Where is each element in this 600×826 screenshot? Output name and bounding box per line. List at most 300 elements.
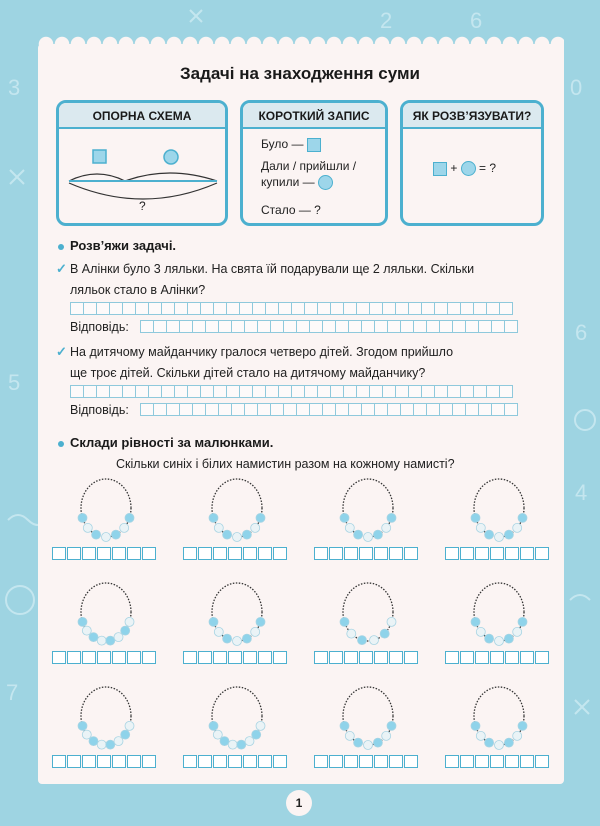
grid-cell[interactable] (252, 302, 266, 315)
necklace-answer-cells[interactable] (52, 651, 157, 664)
grid-cell[interactable] (343, 302, 357, 315)
answer-cell[interactable] (404, 755, 418, 768)
grid-cell[interactable] (374, 403, 388, 416)
scheme-question: ? (139, 199, 146, 213)
answer-cell[interactable] (535, 755, 549, 768)
bead (364, 741, 373, 750)
grid-cell[interactable] (356, 385, 370, 398)
answer-cell[interactable] (228, 755, 242, 768)
answer-cell[interactable] (243, 547, 257, 560)
answer-cell[interactable] (142, 755, 156, 768)
grid-cell[interactable] (408, 385, 422, 398)
necklace-picture (465, 474, 535, 546)
grid-cell[interactable] (192, 320, 206, 333)
grid-cell[interactable] (413, 403, 427, 416)
grid-cell[interactable] (70, 385, 84, 398)
svg-text:7: 7 (6, 680, 19, 705)
section-2-subtitle: Скільки синіх і білих намистин разом на кожному намисті? (116, 457, 455, 471)
answer-cell[interactable] (329, 547, 343, 560)
grid-cell[interactable] (465, 320, 479, 333)
bead (209, 617, 218, 626)
bead (78, 617, 87, 626)
section-2-title: Склади рівності за малюнками. (70, 435, 274, 450)
grid-cell[interactable] (382, 385, 396, 398)
grid-cell[interactable] (387, 320, 401, 333)
answer-cell[interactable] (82, 547, 96, 560)
answer-cell[interactable] (213, 755, 227, 768)
grid-cell[interactable] (226, 302, 240, 315)
bead (125, 513, 134, 522)
grid-cell[interactable] (491, 403, 505, 416)
grid-cell[interactable] (244, 320, 258, 333)
answer-cell[interactable] (82, 651, 96, 664)
answer-cell[interactable] (183, 651, 197, 664)
bead (347, 629, 356, 638)
necklace-picture (72, 578, 142, 650)
answer-cell[interactable] (52, 651, 66, 664)
grid-cell[interactable] (140, 403, 154, 416)
grid-cell[interactable] (153, 403, 167, 416)
grid-cell[interactable] (96, 385, 110, 398)
bead (476, 627, 485, 636)
grid-cell[interactable] (161, 385, 175, 398)
grid-cell[interactable] (231, 320, 245, 333)
grid-cell[interactable] (447, 302, 461, 315)
grid-cell[interactable] (369, 302, 383, 315)
grid-cell[interactable] (499, 385, 513, 398)
answer-cell[interactable] (82, 755, 96, 768)
grid-cell[interactable] (465, 403, 479, 416)
grid-cell[interactable] (317, 302, 331, 315)
answer-cell[interactable] (258, 547, 272, 560)
answer-cell[interactable] (67, 755, 81, 768)
necklace-picture (72, 474, 142, 546)
page-number: 1 (286, 790, 312, 816)
answer-cell[interactable] (359, 547, 373, 560)
bead (485, 634, 494, 643)
answer-cell[interactable] (460, 755, 474, 768)
grid-cell[interactable] (304, 385, 318, 398)
grid-cell[interactable] (309, 403, 323, 416)
answer-cell[interactable] (475, 651, 489, 664)
short-note-line-3: Стало — ? (261, 203, 321, 217)
bead (387, 721, 396, 730)
grid-cell[interactable] (335, 320, 349, 333)
answer-cell[interactable] (198, 755, 212, 768)
answer-cell[interactable] (112, 755, 126, 768)
bead (345, 523, 354, 532)
answer-cell[interactable] (183, 547, 197, 560)
grid-cell[interactable] (257, 320, 271, 333)
grid-cell[interactable] (343, 385, 357, 398)
bead (120, 523, 129, 532)
svg-text:6: 6 (470, 8, 483, 33)
grid-cell[interactable] (374, 320, 388, 333)
bead (233, 533, 242, 542)
grid-cell[interactable] (278, 302, 292, 315)
bead (387, 617, 396, 626)
grid-cell[interactable] (265, 385, 279, 398)
grid-cell[interactable] (478, 403, 492, 416)
grid-cell[interactable] (291, 302, 305, 315)
how-to-solve-formula: + = ? (433, 161, 496, 176)
necklace-answer-cells[interactable] (183, 651, 288, 664)
answer-cell[interactable] (445, 547, 459, 560)
bead (214, 627, 223, 636)
grid-cell[interactable] (278, 385, 292, 398)
grid-cell[interactable] (382, 302, 396, 315)
answer-cell[interactable] (67, 651, 81, 664)
task-2-answer-grid[interactable] (140, 403, 517, 416)
task-2-answer-label: Відповідь: (70, 403, 129, 417)
bead (471, 617, 480, 626)
grid-cell[interactable] (179, 320, 193, 333)
answer-cell[interactable] (505, 651, 519, 664)
grid-cell[interactable] (499, 302, 513, 315)
answer-cell[interactable] (490, 755, 504, 768)
answer-cell[interactable] (213, 651, 227, 664)
bead (256, 721, 265, 730)
bead (340, 513, 349, 522)
grid-cell[interactable] (395, 302, 409, 315)
answer-cell[interactable] (52, 547, 66, 560)
grid-cell[interactable] (213, 302, 227, 315)
bead (214, 523, 223, 532)
answer-cell[interactable] (389, 755, 403, 768)
bead (518, 721, 527, 730)
answer-cell[interactable] (142, 651, 156, 664)
grid-cell[interactable] (135, 302, 149, 315)
answer-cell[interactable] (52, 755, 66, 768)
answer-cell[interactable] (273, 755, 287, 768)
grid-cell[interactable] (174, 302, 188, 315)
bead (251, 523, 260, 532)
answer-cell[interactable] (198, 651, 212, 664)
scheme-box (56, 100, 228, 226)
bead (354, 530, 363, 539)
bead (223, 530, 232, 539)
bead (387, 513, 396, 522)
task-1-work-grid[interactable] (70, 302, 512, 315)
necklace-answer-cells[interactable] (445, 547, 550, 560)
grid-cell[interactable] (348, 320, 362, 333)
grid-cell[interactable] (218, 403, 232, 416)
necklace-picture (203, 682, 273, 754)
answer-cell[interactable] (142, 547, 156, 560)
short-note-box-title: КОРОТКИЙ ЗАПИС (243, 103, 385, 129)
necklace-answer-cells[interactable] (445, 651, 550, 664)
grid-cell[interactable] (205, 403, 219, 416)
answer-cell[interactable] (97, 547, 111, 560)
grid-cell[interactable] (257, 403, 271, 416)
grid-cell[interactable] (148, 302, 162, 315)
grid-cell[interactable] (434, 385, 448, 398)
grid-cell[interactable] (291, 385, 305, 398)
grid-cell[interactable] (296, 320, 310, 333)
bead (97, 740, 106, 749)
bead (340, 721, 349, 730)
bead (251, 627, 260, 636)
grid-cell[interactable] (166, 403, 180, 416)
necklace-answer-cells[interactable] (52, 755, 157, 768)
bead (97, 636, 106, 645)
bead (495, 533, 504, 542)
grid-cell[interactable] (109, 302, 123, 315)
grid-cell[interactable] (135, 385, 149, 398)
answer-cell[interactable] (404, 547, 418, 560)
necklace-answer-cells[interactable] (314, 547, 419, 560)
answer-cell[interactable] (127, 547, 141, 560)
answer-cell[interactable] (344, 651, 358, 664)
grid-cell[interactable] (400, 403, 414, 416)
answer-cell[interactable] (389, 651, 403, 664)
grid-cell[interactable] (309, 320, 323, 333)
grid-cell[interactable] (361, 320, 375, 333)
answer-cell[interactable] (505, 547, 519, 560)
necklace-picture (334, 578, 404, 650)
grid-cell[interactable] (395, 385, 409, 398)
grid-cell[interactable] (200, 302, 214, 315)
bead (125, 617, 134, 626)
grid-cell[interactable] (283, 403, 297, 416)
bead (106, 740, 115, 749)
grid-cell[interactable] (478, 320, 492, 333)
grid-cell[interactable] (426, 403, 440, 416)
bead (518, 617, 527, 626)
grid-cell[interactable] (317, 385, 331, 398)
grid-cell[interactable] (504, 403, 518, 416)
grid-cell[interactable] (187, 385, 201, 398)
answer-cell[interactable] (374, 547, 388, 560)
grid-cell[interactable] (83, 302, 97, 315)
answer-cell[interactable] (520, 755, 534, 768)
answer-cell[interactable] (445, 755, 459, 768)
answer-cell[interactable] (112, 651, 126, 664)
circle-icon (164, 150, 178, 164)
answer-cell[interactable] (228, 547, 242, 560)
answer-cell[interactable] (460, 651, 474, 664)
answer-cell[interactable] (183, 755, 197, 768)
grid-cell[interactable] (304, 302, 318, 315)
grid-cell[interactable] (140, 320, 154, 333)
grid-cell[interactable] (179, 403, 193, 416)
grid-cell[interactable] (452, 403, 466, 416)
bead (233, 637, 242, 646)
bead (495, 637, 504, 646)
grid-cell[interactable] (270, 320, 284, 333)
grid-cell[interactable] (330, 302, 344, 315)
answer-cell[interactable] (258, 651, 272, 664)
answer-cell[interactable] (314, 755, 328, 768)
answer-cell[interactable] (359, 755, 373, 768)
bead (345, 731, 354, 740)
bead (495, 741, 504, 750)
grid-cell[interactable] (421, 385, 435, 398)
bead (256, 617, 265, 626)
task-2-work-grid[interactable] (70, 385, 512, 398)
answer-cell[interactable] (329, 755, 343, 768)
grid-cell[interactable] (369, 385, 383, 398)
grid-cell[interactable] (161, 302, 175, 315)
bead (102, 533, 111, 542)
grid-cell[interactable] (122, 385, 136, 398)
grid-cell[interactable] (413, 320, 427, 333)
answer-cell[interactable] (520, 651, 534, 664)
answer-cell[interactable] (314, 547, 328, 560)
grid-cell[interactable] (322, 320, 336, 333)
grid-cell[interactable] (174, 385, 188, 398)
grid-cell[interactable] (439, 403, 453, 416)
answer-cell[interactable] (445, 651, 459, 664)
grid-cell[interactable] (231, 403, 245, 416)
answer-cell[interactable] (243, 755, 257, 768)
grid-cell[interactable] (200, 385, 214, 398)
grid-cell[interactable] (452, 320, 466, 333)
grid-cell[interactable] (70, 302, 84, 315)
answer-cell[interactable] (475, 755, 489, 768)
task-1-answer-grid[interactable] (140, 320, 517, 333)
svg-text:0: 0 (570, 75, 583, 100)
grid-cell[interactable] (96, 302, 110, 315)
answer-cell[interactable] (67, 547, 81, 560)
answer-cell[interactable] (344, 755, 358, 768)
grid-cell[interactable] (408, 302, 422, 315)
bead (518, 513, 527, 522)
answer-cell[interactable] (490, 547, 504, 560)
answer-cell[interactable] (273, 651, 287, 664)
circle-icon (318, 175, 333, 190)
answer-cell[interactable] (127, 755, 141, 768)
answer-cell[interactable] (490, 651, 504, 664)
answer-cell[interactable] (460, 547, 474, 560)
answer-cell[interactable] (273, 547, 287, 560)
grid-cell[interactable] (192, 403, 206, 416)
answer-cell[interactable] (329, 651, 343, 664)
grid-cell[interactable] (226, 385, 240, 398)
grid-cell[interactable] (205, 320, 219, 333)
grid-cell[interactable] (348, 403, 362, 416)
bead (89, 633, 98, 642)
bead (256, 513, 265, 522)
grid-cell[interactable] (218, 320, 232, 333)
grid-cell[interactable] (356, 302, 370, 315)
bead (471, 513, 480, 522)
grid-cell[interactable] (460, 302, 474, 315)
necklace-answer-cells[interactable] (445, 755, 550, 768)
answer-cell[interactable] (359, 651, 373, 664)
grid-cell[interactable] (473, 385, 487, 398)
answer-cell[interactable] (389, 547, 403, 560)
answer-cell[interactable] (258, 755, 272, 768)
answer-cell[interactable] (535, 547, 549, 560)
answer-cell[interactable] (344, 547, 358, 560)
short-note-line-2a: Дали / прийшли / (261, 159, 357, 173)
answer-cell[interactable] (97, 651, 111, 664)
answer-cell[interactable] (127, 651, 141, 664)
grid-cell[interactable] (361, 403, 375, 416)
grid-cell[interactable] (434, 302, 448, 315)
necklace-answer-cells[interactable] (183, 755, 288, 768)
bead (237, 740, 246, 749)
bead (106, 636, 115, 645)
grid-cell[interactable] (296, 403, 310, 416)
answer-cell[interactable] (404, 651, 418, 664)
grid-cell[interactable] (504, 320, 518, 333)
grid-cell[interactable] (439, 320, 453, 333)
grid-cell[interactable] (153, 320, 167, 333)
grid-cell[interactable] (426, 320, 440, 333)
answer-cell[interactable] (475, 547, 489, 560)
answer-cell[interactable] (374, 651, 388, 664)
answer-cell[interactable] (505, 755, 519, 768)
answer-cell[interactable] (520, 547, 534, 560)
grid-cell[interactable] (460, 385, 474, 398)
grid-cell[interactable] (447, 385, 461, 398)
bead (380, 629, 389, 638)
grid-cell[interactable] (109, 385, 123, 398)
grid-cell[interactable] (148, 385, 162, 398)
grid-cell[interactable] (265, 302, 279, 315)
page-title: Задачі на знаходження суми (179, 64, 421, 83)
grid-cell[interactable] (213, 385, 227, 398)
grid-cell[interactable] (83, 385, 97, 398)
necklace-picture (334, 474, 404, 546)
grid-cell[interactable] (283, 320, 297, 333)
grid-cell[interactable] (421, 302, 435, 315)
grid-cell[interactable] (239, 302, 253, 315)
grid-cell[interactable] (187, 302, 201, 315)
answer-cell[interactable] (112, 547, 126, 560)
grid-cell[interactable] (252, 385, 266, 398)
necklace-answer-cells[interactable] (314, 755, 419, 768)
answer-cell[interactable] (97, 755, 111, 768)
grid-cell[interactable] (400, 320, 414, 333)
bead (471, 721, 480, 730)
answer-cell[interactable] (213, 547, 227, 560)
necklace-answer-cells[interactable] (183, 547, 288, 560)
answer-cell[interactable] (243, 651, 257, 664)
answer-cell[interactable] (228, 651, 242, 664)
answer-cell[interactable] (198, 547, 212, 560)
grid-cell[interactable] (486, 385, 500, 398)
grid-cell[interactable] (473, 302, 487, 315)
grid-cell[interactable] (330, 385, 344, 398)
answer-cell[interactable] (314, 651, 328, 664)
necklace-answer-cells[interactable] (314, 651, 419, 664)
necklace-answer-cells[interactable] (52, 547, 157, 560)
grid-cell[interactable] (166, 320, 180, 333)
grid-cell[interactable] (491, 320, 505, 333)
bead (504, 738, 513, 747)
bead (358, 636, 367, 645)
bullet-icon (58, 244, 64, 250)
bead (476, 731, 485, 740)
grid-cell[interactable] (387, 403, 401, 416)
answer-cell[interactable] (374, 755, 388, 768)
grid-cell[interactable] (239, 385, 253, 398)
short-note-line-1: Було — (261, 137, 321, 152)
grid-cell[interactable] (322, 403, 336, 416)
grid-cell[interactable] (122, 302, 136, 315)
grid-cell[interactable] (335, 403, 349, 416)
grid-cell[interactable] (244, 403, 258, 416)
grid-cell[interactable] (270, 403, 284, 416)
bead (476, 523, 485, 532)
grid-cell[interactable] (486, 302, 500, 315)
bead (513, 523, 522, 532)
bead (125, 721, 134, 730)
answer-cell[interactable] (535, 651, 549, 664)
